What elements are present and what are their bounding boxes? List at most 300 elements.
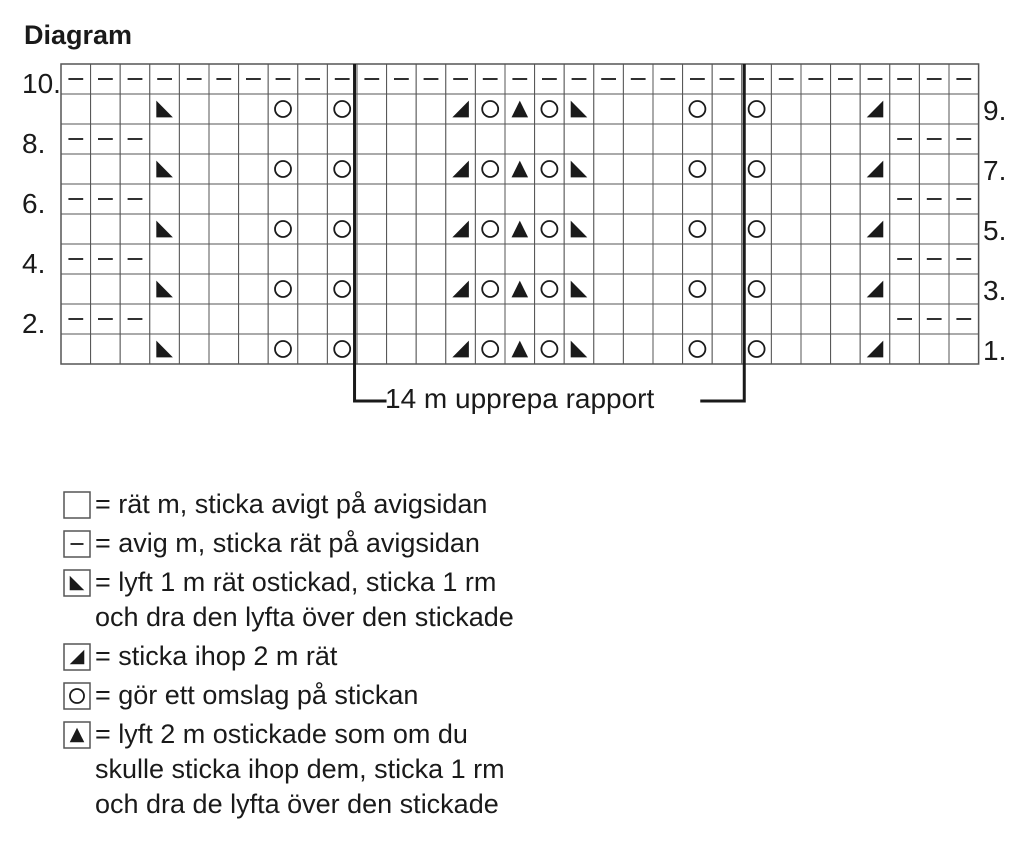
chart-cell-yo [742,334,772,364]
chart-cell-knit [623,334,653,364]
chart-cell-knit [771,94,801,124]
chart-cell-knit [801,184,831,214]
chart-cell-knit [712,154,742,184]
chart-cell-knit [357,214,387,244]
chart-cell-yo [535,334,565,364]
chart-cell-knit [831,274,861,304]
row-label-right: 3. [983,275,1007,306]
chart-cell-k2tog [860,154,890,184]
chart-cell-knit [949,334,979,364]
legend-line: skulle sticka ihop dem, sticka 1 rm [95,754,505,784]
chart-cell-purl [387,64,417,94]
chart-cell-knit [357,154,387,184]
chart-cell-knit [505,124,535,154]
chart-cell-knit [239,334,269,364]
chart-cell-knit [623,244,653,274]
chart-cell-knit [475,124,505,154]
legend-item-knit [63,487,514,522]
chart-cell-knit [209,244,239,274]
chart-cell-knit [61,154,91,184]
chart-cell-knit [771,334,801,364]
chart-cell-sk2p [505,154,535,184]
chart-cell-knit [179,154,209,184]
chart-cell-purl [890,64,920,94]
chart-cell-knit [771,244,801,274]
repeat-label: 14 m upprepa rapport [385,383,655,414]
chart-cell-purl [919,124,949,154]
chart-cell-knit [150,304,180,334]
chart-cell-knit [623,94,653,124]
chart-cell-knit [771,304,801,334]
chart-cell-knit [357,304,387,334]
chart-cell-knit [120,154,150,184]
chart-cell-knit [387,124,417,154]
chart-cell-knit [327,184,357,214]
chart-cell-knit [801,214,831,244]
chart-cell-knit [327,304,357,334]
chart-cell-knit [712,274,742,304]
chart-cell-knit [120,334,150,364]
chart-cell-purl [653,64,683,94]
chart-cell-knit [416,244,446,274]
legend-text [95,526,480,561]
chart-cell-knit [239,214,269,244]
chart-cell-yo [268,334,298,364]
chart-cell-knit [535,244,565,274]
chart-cell-yo [268,214,298,244]
legend-line: = lyft 1 m rät ostickad, sticka 1 rm [95,567,497,597]
chart-cell-purl [949,184,979,214]
chart-cell-purl [801,64,831,94]
chart-cell-knit [949,214,979,244]
chart-cell-knit [416,334,446,364]
chart-cell-purl [357,64,387,94]
chart-cell-purl [919,64,949,94]
chart-cell-knit [683,304,713,334]
chart-cell-knit [594,94,624,124]
chart-cell-knit [505,244,535,274]
chart-cell-knit [505,304,535,334]
chart-cell-purl [120,244,150,274]
chart-cell-knit [801,334,831,364]
chart-cell-knit [683,124,713,154]
chart-cell-knit [919,94,949,124]
chart-cell-knit [446,124,476,154]
chart-cell-knit [446,184,476,214]
legend-item-sk2p [63,717,514,822]
chart-cell-purl [120,64,150,94]
chart-cell-yo [742,274,772,304]
chart-cell-knit [61,94,91,124]
chart-cell-knit [801,274,831,304]
chart-cell-knit [239,244,269,274]
chart-cell-knit [268,304,298,334]
legend-line: och dra de lyfta över den stickade [95,789,499,819]
chart-cell-knit [91,154,121,184]
chart-cell-knit [771,124,801,154]
chart-cell-knit [949,274,979,304]
chart-cell-purl [771,64,801,94]
chart-cell-k2tog [860,334,890,364]
chart-cell-knit [239,124,269,154]
chart-cell-knit [712,184,742,214]
chart-cell-knit [475,244,505,274]
chart-cell-purl [831,64,861,94]
chart-cell-k2tog [860,274,890,304]
chart-cell-knit [179,334,209,364]
chart-cell-purl [91,64,121,94]
chart-cell-knit [890,154,920,184]
chart-cell-k2tog [860,94,890,124]
chart-cell-sk2p [505,94,535,124]
chart-cell-purl [623,64,653,94]
chart-cell-knit [357,184,387,214]
chart-cell-knit [475,304,505,334]
chart-cell-knit [446,244,476,274]
chart-cell-knit [179,124,209,154]
chart-cell-yo [742,214,772,244]
chart-cell-knit [860,244,890,274]
chart-cell-knit [387,274,417,304]
chart-cell-knit [831,304,861,334]
chart-cell-knit [594,154,624,184]
chart-cell-knit [298,124,328,154]
chart-cell-purl [535,64,565,94]
chart-cell-knit [505,184,535,214]
chart-cell-knit [771,184,801,214]
chart-cell-knit [623,304,653,334]
chart-cell-k2tog [860,214,890,244]
chart-cell-knit [239,184,269,214]
chart-cell-yo [683,94,713,124]
chart-cell-yo [268,154,298,184]
chart-cell-knit [61,334,91,364]
chart-cell-purl [61,184,91,214]
chart-cell-knit [416,274,446,304]
chart-cell-purl [890,304,920,334]
chart-cell-knit [623,214,653,244]
chart-cell-knit [91,334,121,364]
chart-cell-knit [831,154,861,184]
chart-cell-skp [150,214,180,244]
chart-cell-purl [298,64,328,94]
legend-line: = rät m, sticka avigt på avigsidan [95,489,488,519]
chart-cell-purl [446,64,476,94]
chart-cell-knit [890,274,920,304]
chart-cell-knit [150,124,180,154]
chart-cell-knit [860,304,890,334]
diagram-title: Diagram [24,20,133,50]
chart-cell-yo [535,154,565,184]
chart-cell-knit [120,274,150,304]
chart-cell-knit [890,214,920,244]
chart-cell-knit [683,184,713,214]
knit-icon [63,491,91,519]
chart-cell-knit [801,124,831,154]
chart-cell-knit [239,304,269,334]
purl-icon [63,530,91,558]
chart-cell-knit [919,334,949,364]
chart-cell-knit [623,184,653,214]
chart-cell-purl [61,124,91,154]
legend-line: = sticka ihop 2 m rät [95,641,338,671]
chart-cell-knit [416,304,446,334]
chart-cell-knit [712,244,742,274]
chart-cell-knit [209,154,239,184]
chart-cell-purl [505,64,535,94]
chart-cell-knit [298,244,328,274]
chart-cell-knit [298,304,328,334]
chart-cell-knit [890,94,920,124]
chart-cell-purl [949,244,979,274]
chart-cell-yo [327,274,357,304]
chart-cell-knit [653,214,683,244]
row-label-left: 6. [22,188,46,219]
chart-cell-knit [209,334,239,364]
chart-cell-knit [653,124,683,154]
chart-cell-knit [179,304,209,334]
chart-cell-skp [564,214,594,244]
chart-cell-knit [683,244,713,274]
chart-cell-knit [564,304,594,334]
chart-cell-knit [594,124,624,154]
chart-cell-knit [653,304,683,334]
row-label-right: 5. [983,215,1007,246]
chart-cell-purl [949,124,979,154]
chart-cell-knit [416,184,446,214]
chart-cell-yo [475,154,505,184]
chart-cell-knit [564,124,594,154]
row-label-right: 1. [983,335,1007,366]
chart-cell-knit [949,94,979,124]
chart-cell-knit [179,94,209,124]
chart-cell-yo [268,274,298,304]
chart-cell-skp [564,154,594,184]
chart-cell-purl [475,64,505,94]
chart-cell-knit [831,214,861,244]
chart-cell-knit [535,124,565,154]
chart-cell-purl [150,64,180,94]
chart-cell-knit [416,154,446,184]
chart-cell-knit [801,94,831,124]
chart-cell-purl [919,304,949,334]
chart-cell-knit [239,94,269,124]
chart-cell-k2tog [446,274,476,304]
chart-cell-purl [91,304,121,334]
chart-cell-yo [475,274,505,304]
chart-cell-knit [327,124,357,154]
chart-cell-knit [712,304,742,334]
chart-cell-knit [742,244,772,274]
legend-text [95,678,418,713]
chart-cell-knit [209,274,239,304]
chart-cell-knit [179,244,209,274]
chart-cell-knit [801,244,831,274]
chart-cell-k2tog [446,214,476,244]
chart-cell-knit [623,124,653,154]
chart-cell-knit [298,184,328,214]
chart-cell-knit [387,334,417,364]
chart-cell-knit [268,244,298,274]
chart-cell-knit [150,244,180,274]
chart-cell-purl [594,64,624,94]
chart-cell-purl [890,184,920,214]
chart-cell-knit [594,184,624,214]
chart-cell-knit [268,124,298,154]
chart-cell-yo [327,154,357,184]
chart-cell-knit [387,244,417,274]
chart-cell-yo [742,154,772,184]
chart-cell-knit [564,184,594,214]
chart-cell-yo [535,214,565,244]
chart-cell-purl [209,64,239,94]
legend-line: och dra den lyfta över den stickade [95,602,514,632]
legend-line: = avig m, sticka rät på avigsidan [95,528,480,558]
chart-cell-sk2p [505,334,535,364]
row-label-left: 4. [22,248,46,279]
chart-cell-knit [742,124,772,154]
chart-cell-knit [890,334,920,364]
row-label-left: 2. [22,308,46,339]
chart-cell-purl [564,64,594,94]
chart-cell-purl [327,64,357,94]
chart-cell-knit [653,334,683,364]
chart-cell-knit [446,304,476,334]
chart-cell-knit [387,304,417,334]
legend [63,487,514,826]
chart-cell-knit [801,154,831,184]
chart-cell-purl [949,64,979,94]
chart-cell-purl [712,64,742,94]
chart-cell-purl [742,64,772,94]
chart-cell-knit [416,214,446,244]
chart-cell-knit [712,334,742,364]
chart-cell-yo [475,214,505,244]
chart-cell-knit [653,94,683,124]
chart-cell-knit [298,154,328,184]
chart-cell-knit [298,214,328,244]
chart-cell-knit [771,214,801,244]
legend-item-purl [63,526,514,561]
chart-cell-knit [179,274,209,304]
chart-cell-knit [150,184,180,214]
legend-item-skp [63,565,514,635]
chart-cell-knit [919,274,949,304]
chart-cell-knit [209,94,239,124]
chart-cell-knit [535,184,565,214]
chart-cell-purl [179,64,209,94]
chart-cell-knit [623,154,653,184]
chart-cell-skp [150,274,180,304]
chart-cell-knit [416,94,446,124]
chart-cell-knit [623,274,653,304]
chart-cell-purl [416,64,446,94]
chart-cell-knit [298,94,328,124]
chart-cell-yo [683,154,713,184]
sk2p-icon [63,721,91,749]
chart-cell-knit [594,274,624,304]
chart-cell-purl [949,304,979,334]
legend-item-k2tog [63,639,514,674]
chart-cell-knit [357,334,387,364]
chart-cell-k2tog [446,154,476,184]
legend-line: = gör ett omslag på stickan [95,680,419,710]
row-label-right: 9. [983,95,1007,126]
chart-cell-purl [120,124,150,154]
chart-cell-knit [831,124,861,154]
chart-cell-knit [535,304,565,334]
chart-cell-knit [416,124,446,154]
chart-cell-knit [594,334,624,364]
chart-cell-knit [91,214,121,244]
chart-cell-knit [357,244,387,274]
chart-cell-purl [120,304,150,334]
chart-cell-knit [387,154,417,184]
row-label-right: 7. [983,155,1007,186]
chart-cell-knit [653,244,683,274]
chart-cell-purl [860,64,890,94]
chart-cell-knit [209,184,239,214]
chart-cell-purl [890,124,920,154]
chart-cell-purl [268,64,298,94]
chart-cell-yo [475,334,505,364]
chart-cell-knit [771,154,801,184]
yo-icon [63,682,91,710]
chart-cell-knit [387,94,417,124]
chart-cell-k2tog [446,334,476,364]
chart-cell-knit [209,214,239,244]
chart-cell-knit [831,244,861,274]
chart-cell-knit [919,214,949,244]
chart-cell-knit [91,274,121,304]
chart-cell-knit [742,184,772,214]
chart-cell-purl [919,184,949,214]
chart-cell-knit [771,274,801,304]
legend-text [95,487,487,522]
chart-cell-sk2p [505,214,535,244]
chart-cell-purl [91,244,121,274]
legend-text [95,565,514,635]
legend-line: = lyft 2 m ostickade som om du [95,719,468,749]
chart-cell-skp [150,154,180,184]
chart-cell-knit [357,94,387,124]
chart-cell-knit [831,184,861,214]
chart-cell-skp [564,94,594,124]
chart-cell-purl [919,244,949,274]
chart-cell-yo [327,334,357,364]
chart-cell-yo [742,94,772,124]
chart-cell-knit [61,214,91,244]
chart-cell-purl [61,304,91,334]
chart-cell-knit [209,304,239,334]
chart-cell-knit [357,274,387,304]
chart-cell-skp [564,334,594,364]
chart-cell-knit [860,184,890,214]
chart-cell-skp [150,94,180,124]
k2tog-icon [63,643,91,671]
chart-cell-knit [120,94,150,124]
chart-cell-yo [475,94,505,124]
chart-cell-knit [831,94,861,124]
chart-cell-knit [594,244,624,274]
knitting-chart [0,0,1036,420]
chart-cell-purl [683,64,713,94]
chart-cell-knit [919,154,949,184]
chart-cell-knit [949,154,979,184]
chart-cell-k2tog [446,94,476,124]
chart-cell-knit [268,184,298,214]
chart-cell-knit [179,184,209,214]
